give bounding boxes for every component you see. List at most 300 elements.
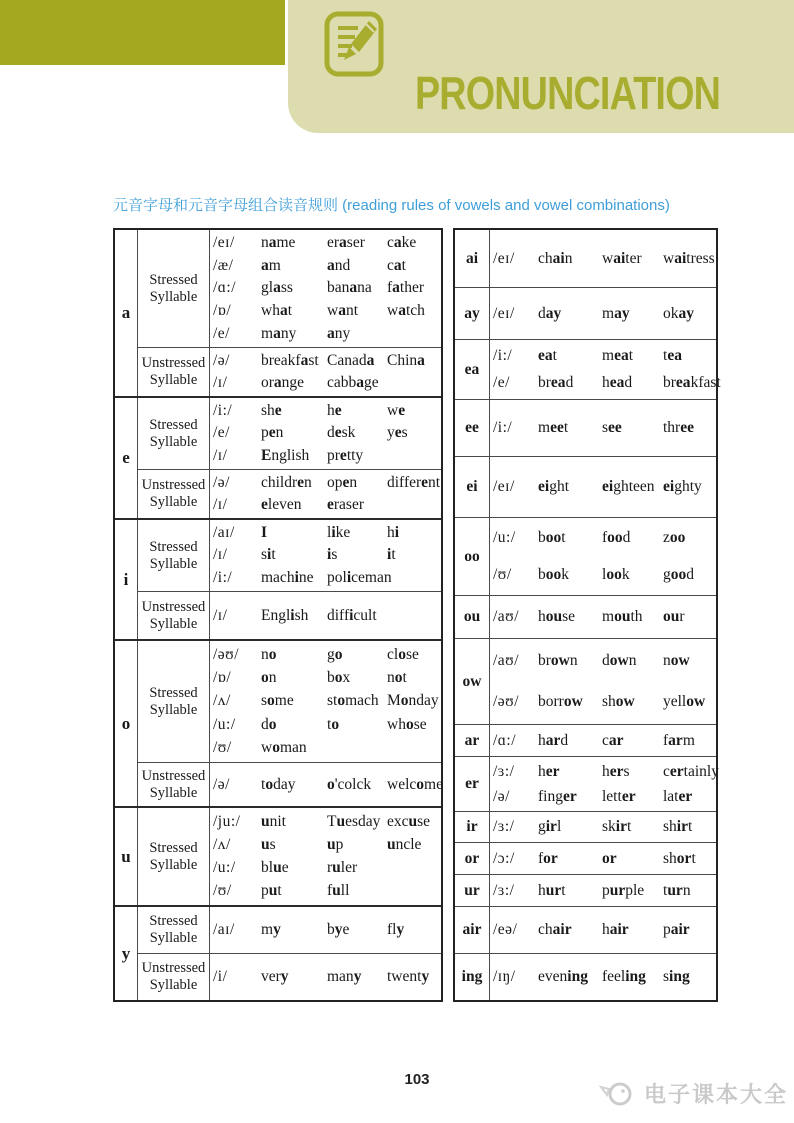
example-word: evening (538, 968, 588, 985)
combo-row-ea (455, 339, 721, 399)
example-word: machine (261, 568, 314, 586)
phoneme-row (210, 836, 441, 854)
phoneme: /i:/ (213, 402, 233, 420)
example-word: banana (327, 279, 372, 297)
combo-label: ea (455, 340, 490, 399)
vowel-combinations-table (453, 228, 721, 1002)
phoneme: /eɪ/ (493, 304, 515, 322)
phoneme-row (490, 968, 716, 986)
example-word: meat (602, 346, 634, 364)
syllable-type-label: Stressed Syllable (138, 808, 210, 905)
example-word: show (602, 692, 635, 710)
example-word: I (261, 524, 268, 542)
phoneme-row (210, 607, 441, 625)
phoneme-row (210, 447, 441, 465)
combo-row-oo (455, 517, 716, 595)
example-word: orange (261, 374, 305, 391)
example-word: us (261, 835, 276, 853)
phoneme-row (210, 402, 441, 420)
phoneme-row (210, 524, 441, 542)
example-word: ruler (327, 859, 358, 877)
example-word: skirt (602, 818, 632, 835)
syllable-type-label: Stressed Syllable (138, 641, 210, 762)
example-word: eleven (261, 496, 302, 513)
phoneme: /e/ (493, 374, 510, 392)
example-word: bye (327, 921, 350, 938)
phoneme: /u:/ (213, 715, 236, 733)
watermark-logo-icon (599, 1079, 635, 1109)
phoneme: /ʌ/ (213, 692, 231, 710)
example-word: chair (538, 921, 572, 938)
phoneme: /ə/ (213, 352, 230, 369)
phoneme: /ʊ/ (213, 882, 232, 900)
combo-row-ing (455, 953, 716, 1000)
example-word: today (261, 775, 296, 793)
syllable-section (138, 808, 441, 905)
example-word: turn (663, 881, 691, 899)
phoneme: /ə/ (213, 775, 230, 793)
phoneme: /u:/ (493, 529, 516, 547)
phoneme: /ə/ (493, 787, 510, 805)
example-word: some (261, 692, 294, 710)
phoneme-row (210, 474, 441, 492)
example-word: o'colck (327, 775, 372, 793)
phoneme: /ju:/ (213, 812, 241, 830)
section-title-en: (reading rules of vowels and vowel combinations) (338, 197, 670, 214)
letter-group-u (115, 806, 441, 905)
example-word: Canada (327, 352, 375, 369)
example-word: certainly (663, 762, 719, 780)
phoneme-row (210, 257, 441, 275)
phoneme-row (490, 921, 716, 939)
combo-row-ur (455, 874, 716, 906)
example-word: put (261, 882, 282, 900)
phoneme-row (210, 921, 441, 939)
phoneme-row (210, 546, 441, 564)
example-word: he (327, 402, 342, 420)
phoneme-row (210, 496, 441, 514)
combo-label: ing (455, 954, 490, 1000)
example-word: do (261, 715, 277, 733)
example-word: name (261, 234, 296, 252)
phoneme: /eə/ (493, 921, 518, 938)
example-word: blue (261, 859, 289, 877)
combo-row-ei (455, 456, 716, 517)
letter-group-y (115, 905, 441, 1000)
phoneme: /aɪ/ (213, 524, 235, 542)
example-word: pretty (327, 446, 364, 464)
example-word: letter (602, 787, 636, 805)
phoneme: /i:/ (493, 419, 513, 436)
header-accent-block (0, 0, 285, 65)
example-word: see (602, 419, 622, 436)
letter-group-o (115, 639, 441, 806)
phoneme: /e/ (213, 324, 230, 342)
example-word: car (602, 731, 624, 749)
example-word: welcome (387, 775, 443, 793)
example-word: hard (538, 731, 569, 749)
combo-label: ai (455, 230, 490, 287)
example-word: like (327, 524, 351, 542)
phoneme: /i:/ (213, 568, 233, 586)
phoneme-row (210, 739, 441, 757)
example-word: purple (602, 881, 645, 899)
example-word: pen (261, 424, 284, 442)
combo-label: ir (455, 812, 490, 842)
combo-label: air (455, 907, 490, 953)
example-word: desk (327, 424, 356, 442)
example-word: hair (602, 921, 629, 938)
syllable-type-label: Unstressed Syllable (138, 470, 210, 518)
phoneme-row (210, 859, 441, 877)
phoneme-row (490, 374, 721, 392)
example-word: house (538, 608, 576, 625)
example-word: policeman (327, 568, 392, 586)
example-word: different (387, 474, 441, 491)
example-word: watch (387, 302, 425, 320)
phoneme: /ə/ (213, 474, 230, 491)
example-word: cake (387, 234, 417, 252)
example-word: many (327, 968, 362, 985)
phoneme-row (490, 305, 716, 323)
letter-label: y (115, 907, 138, 1000)
combo-label: er (455, 757, 490, 811)
example-word: go (327, 645, 343, 663)
example-word: breakfast (663, 374, 721, 392)
phoneme: /ɒ/ (213, 302, 232, 320)
example-word: tea (663, 346, 682, 364)
example-word: later (663, 787, 693, 805)
phoneme-row (490, 250, 716, 268)
example-word: yes (387, 424, 408, 442)
example-word: food (602, 529, 631, 547)
example-word: mouth (602, 608, 643, 625)
syllable-section (138, 591, 441, 639)
combo-row-ar (455, 724, 716, 756)
phoneme-row (210, 352, 441, 370)
phoneme: /u:/ (213, 859, 236, 877)
example-word: uncle (387, 835, 422, 853)
example-word: twenty (387, 968, 430, 985)
syllable-section (138, 641, 441, 762)
phoneme-row (490, 419, 716, 437)
page-title: PRONUNCIATION (414, 67, 720, 119)
header-banner (288, 0, 794, 133)
example-word: full (327, 882, 350, 900)
example-word: eight (538, 478, 569, 495)
vowel-letters-table (113, 228, 443, 1002)
phoneme-row (490, 762, 719, 781)
example-word: meet (538, 419, 569, 436)
example-word: am (261, 256, 281, 274)
section-title-zh: 元音字母和元音字母组合读音规则 (113, 197, 339, 214)
phoneme-row (490, 850, 716, 868)
example-word: eighty (663, 478, 702, 495)
example-word: cabbage (327, 374, 379, 391)
example-word: eraser (327, 234, 365, 252)
combo-label: ar (455, 725, 490, 756)
phoneme-row (210, 302, 441, 320)
example-word: now (663, 652, 690, 670)
combo-row-air (455, 906, 716, 953)
syllable-section (138, 520, 441, 591)
example-word: girl (538, 818, 562, 835)
example-word: sit (261, 546, 276, 564)
example-word: head (602, 374, 633, 392)
phoneme: /ɪ/ (213, 606, 228, 624)
phoneme: /əʊ/ (493, 692, 519, 710)
letter-group-a (115, 230, 441, 396)
example-word: close (387, 645, 419, 663)
combo-label: ee (455, 400, 490, 456)
phoneme: /eɪ/ (213, 234, 235, 252)
phoneme: /eɪ/ (493, 249, 515, 267)
example-word: fly (387, 921, 405, 938)
example-word: eat (538, 346, 557, 364)
letter-label: o (115, 641, 138, 806)
phoneme: /ɑ:/ (493, 731, 517, 749)
syllable-type-label: Stressed Syllable (138, 230, 210, 347)
letter-label: i (115, 520, 138, 639)
example-word: zoo (663, 529, 686, 547)
watermark (599, 1078, 788, 1109)
example-word: many (261, 324, 297, 342)
phoneme-row (210, 692, 441, 710)
example-word: what (261, 302, 293, 320)
phoneme: /ʊ/ (493, 565, 512, 583)
example-word: no (261, 645, 277, 663)
example-word: father (387, 279, 425, 297)
example-word: open (327, 474, 358, 491)
syllable-type-label: Unstressed Syllable (138, 592, 210, 639)
phoneme-row (490, 788, 716, 806)
example-word: down (602, 652, 637, 670)
phoneme: /ɜ:/ (493, 818, 515, 835)
phoneme-row (490, 818, 716, 836)
phoneme: /ɪŋ/ (493, 968, 516, 985)
example-word: day (538, 304, 562, 322)
phoneme-row (210, 882, 441, 900)
example-word: short (663, 849, 696, 867)
phoneme-row (210, 669, 441, 687)
example-word: borrow (538, 692, 583, 710)
combo-row-or (455, 842, 716, 874)
phoneme-row (490, 566, 716, 584)
letter-group-i (115, 518, 441, 639)
phoneme-row (210, 813, 441, 831)
phoneme: /ʊ/ (213, 739, 232, 757)
phoneme-row (210, 569, 441, 587)
example-word: excuse (387, 812, 431, 830)
example-word: box (327, 669, 351, 687)
example-word: chain (538, 249, 573, 267)
syllable-type-label: Unstressed Syllable (138, 763, 210, 806)
section-title (113, 194, 670, 215)
phoneme: /aʊ/ (493, 608, 519, 625)
combo-row-ee (455, 399, 716, 456)
phoneme: /ʌ/ (213, 835, 231, 853)
example-word: waiter (602, 249, 642, 267)
example-word: very (261, 968, 289, 985)
syllable-section (138, 347, 441, 396)
syllable-section (138, 907, 441, 953)
letter-group-e (115, 396, 441, 518)
phoneme: /eɪ/ (493, 478, 515, 495)
syllable-type-label: Unstressed Syllable (138, 954, 210, 1000)
phoneme-row (210, 776, 441, 794)
phoneme: /ɜ:/ (493, 881, 515, 899)
example-word: want (327, 302, 359, 320)
combo-row-ay (455, 287, 716, 339)
phoneme-row (490, 478, 716, 496)
syllable-section (138, 230, 441, 347)
syllable-section (138, 398, 441, 469)
example-word: hers (602, 762, 630, 780)
phoneme: /ɪ/ (213, 546, 228, 564)
example-word: shirt (663, 818, 693, 835)
example-word: woman (261, 739, 307, 757)
phoneme-row (210, 374, 441, 392)
combo-label: oo (455, 518, 490, 595)
letter-label: a (115, 230, 138, 396)
phoneme-row (210, 646, 441, 664)
example-word: Monday (387, 692, 439, 710)
phoneme-row (210, 424, 441, 442)
combo-row-ow (455, 638, 716, 724)
example-word: finger (538, 787, 577, 805)
example-word: she (261, 402, 282, 420)
example-word: glass (261, 279, 293, 297)
example-word: my (261, 921, 281, 938)
example-word: brown (538, 652, 578, 670)
phoneme-row (490, 608, 716, 626)
example-word: China (387, 352, 425, 369)
example-word: farm (663, 731, 695, 749)
example-word: cat (387, 256, 406, 274)
example-word: and (327, 256, 351, 274)
example-word: her (538, 762, 560, 780)
example-word: eraser (327, 496, 365, 513)
phoneme-row (490, 652, 716, 670)
phoneme: /əʊ/ (213, 645, 239, 663)
example-word: eighteen (602, 478, 655, 495)
phoneme-row (210, 968, 441, 986)
document-pencil-icon (322, 10, 388, 78)
example-word: English (261, 446, 310, 464)
letter-label: u (115, 808, 138, 905)
phoneme: /aʊ/ (493, 652, 519, 670)
example-word: breakfast (261, 352, 319, 369)
example-word: it (387, 546, 396, 564)
example-word: pair (663, 921, 690, 938)
combo-row-ir (455, 811, 716, 842)
example-word: any (327, 324, 351, 342)
phoneme-row (210, 279, 441, 297)
phoneme-row (210, 234, 441, 252)
phoneme-row (490, 732, 716, 750)
example-word: unit (261, 812, 286, 830)
syllable-section (138, 953, 441, 1000)
example-word: stomach (327, 692, 379, 710)
phoneme-row (210, 325, 441, 343)
example-word: our (663, 608, 685, 625)
syllable-type-label: Unstressed Syllable (138, 348, 210, 396)
letter-label: e (115, 398, 138, 518)
example-word: sing (663, 968, 690, 985)
phoneme: /ɪ/ (213, 374, 228, 391)
watermark-text: 电子课本大全 (643, 1082, 788, 1107)
example-word: or (602, 849, 617, 867)
phoneme-row (490, 347, 716, 365)
phoneme: /ɪ/ (213, 496, 228, 513)
example-word: on (261, 669, 277, 687)
phoneme-row (490, 882, 716, 900)
syllable-type-label: Stressed Syllable (138, 398, 210, 469)
example-word: hi (387, 524, 400, 542)
example-word: okay (663, 304, 694, 322)
example-word: yellow (663, 692, 706, 710)
phoneme: /ɒ/ (213, 669, 232, 687)
example-word: waitress (663, 249, 715, 267)
phoneme: /ɪ/ (213, 446, 228, 464)
syllable-section (138, 762, 441, 806)
phoneme: /ɜ:/ (493, 762, 515, 780)
syllable-type-label: Stressed Syllable (138, 520, 210, 591)
combo-label: ay (455, 288, 490, 339)
example-word: for (538, 849, 558, 867)
example-word: hurt (538, 881, 566, 899)
phoneme-row (490, 693, 716, 711)
example-word: we (387, 402, 406, 420)
example-word: English (261, 606, 309, 624)
combo-label: ei (455, 457, 490, 517)
combo-row-er (455, 756, 719, 811)
combo-label: or (455, 843, 490, 874)
example-word: not (387, 669, 407, 687)
combo-row-ou (455, 595, 716, 638)
example-word: up (327, 835, 344, 853)
phoneme: /i:/ (493, 346, 513, 364)
example-word: is (327, 546, 338, 564)
phoneme: /ɔ:/ (493, 849, 515, 867)
example-word: to (327, 715, 340, 733)
example-word: good (663, 565, 694, 583)
example-word: bread (538, 374, 574, 392)
example-word: may (602, 304, 630, 322)
page-number: 103 (404, 1071, 430, 1088)
phoneme: /e/ (213, 424, 230, 442)
phoneme: /æ/ (213, 256, 234, 274)
example-word: three (663, 419, 694, 436)
combo-row-ai (455, 230, 716, 287)
phoneme-row (210, 716, 441, 734)
combo-label: ow (455, 639, 490, 724)
example-word: book (538, 565, 569, 583)
example-word: whose (387, 715, 427, 733)
phoneme: /i/ (213, 968, 228, 985)
phoneme: /ɑ:/ (213, 279, 237, 297)
example-word: children (261, 474, 312, 491)
phoneme: /aɪ/ (213, 921, 235, 938)
syllable-type-label: Stressed Syllable (138, 907, 210, 953)
example-word: feeling (602, 968, 646, 985)
combo-label: ur (455, 875, 490, 906)
example-word: Tuesday (327, 812, 381, 830)
example-word: difficult (327, 606, 377, 624)
example-word: boot (538, 529, 566, 547)
combo-label: ou (455, 596, 490, 638)
syllable-section (138, 469, 441, 518)
